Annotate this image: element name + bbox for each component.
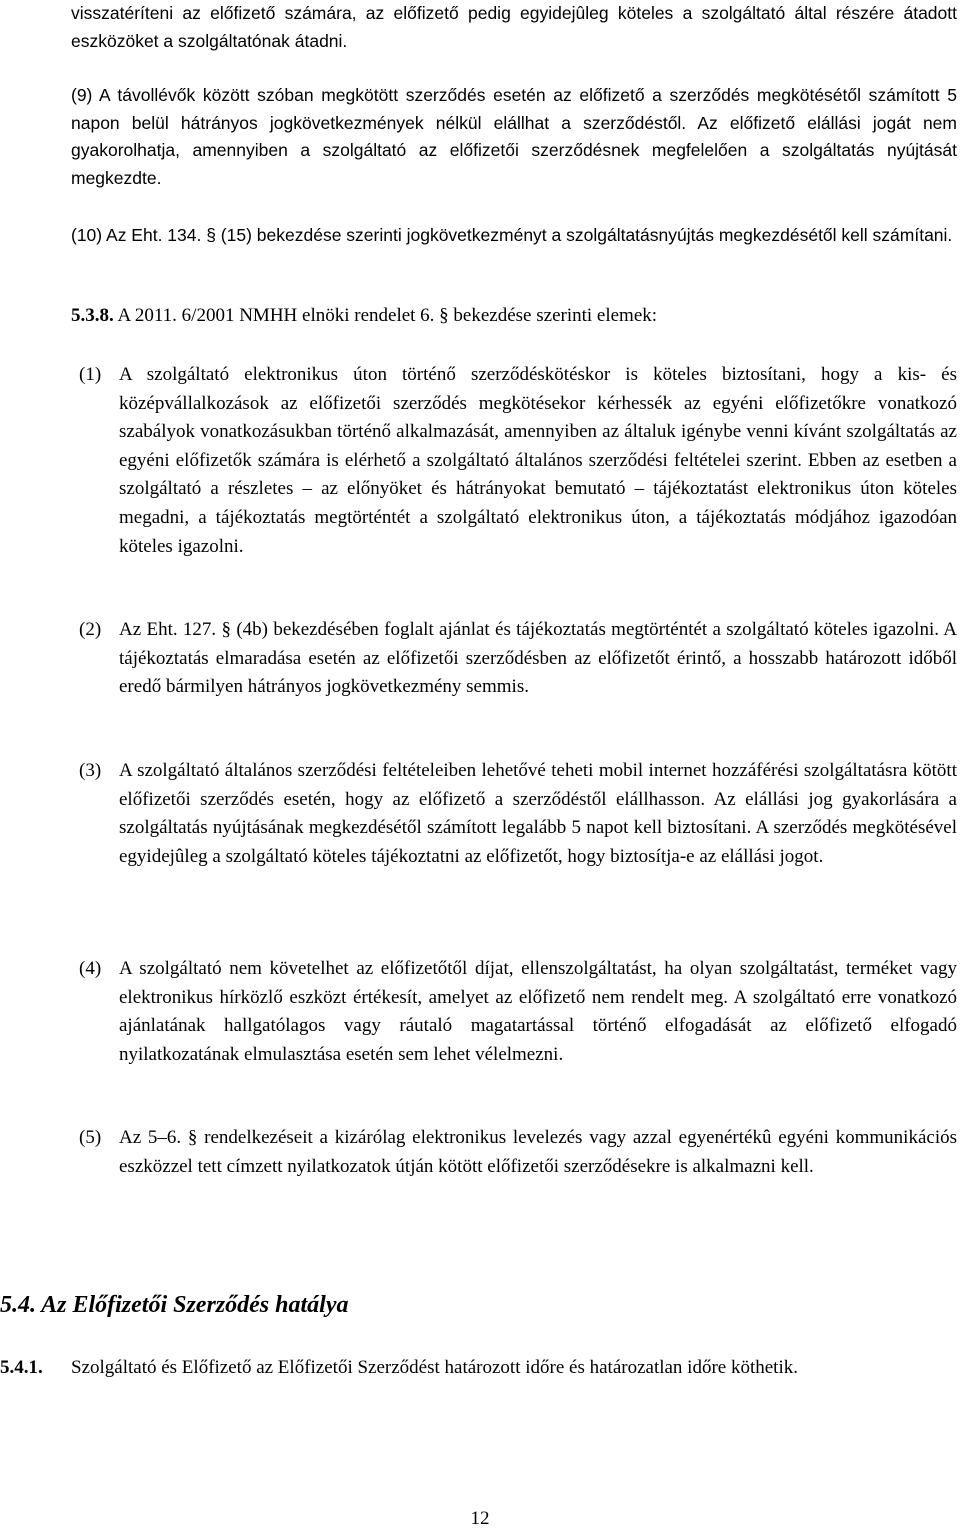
continued-paragraph: visszatéríteni az előfizető számára, az előfizető pedig egyidejûleg köteles a szolgáltató által részére átadott eszközöket a szolgáltatónak átadni.	[71, 3, 957, 51]
heading-5-3-8	[71, 302, 657, 331]
list-item-number: (5)	[79, 1127, 102, 1148]
list-item-2	[71, 616, 957, 702]
list-item-text: Az Eht. 127. § (4b) bekezdésében foglalt ajánlat és tájékoztatás megtörténtét a szolgáltató köteles igazolni. A tájékoztatás elmaradása esetén az előfizetői szerződésben az előfizetőt érintő, a hosszabb határozott időből eredő bármilyen hátrányos jogkövetkezmény semmis.	[119, 619, 957, 698]
paragraph-9: (9) A távollévők között szóban megkötött szerződés esetén az előfizető a szerződés megkötésétől számított 5 napon belül hátrányos jogkövetkezmények nélkül elállhat a szerződéstől. Az előfizető elállási jogát nem gyakorolhatja, amennyiben a szolgáltató az előfizetői szerződésnek megfelelően a szolgáltatás nyújtását megkezdte.	[71, 85, 957, 188]
list-item-text: A szolgáltató nem követelhet az előfizetőtől díjat, ellenszolgáltatást, ha olyan szolgáltatást, terméket vagy elektronikus hírközlő eszközt értékesít, amelyet az előfizető nem rendelt meg. A szolgáltató erre vonatkozó ajánlatának hallgatólagos vagy ráutaló magatartással történő elfogadását az előfizető elfogadó nyilatkozatának elmulasztása esetén sem lehet vélelmezni.	[119, 958, 957, 1065]
heading-number: 5.3.8.	[71, 305, 114, 326]
section-title: 5.4. Az Előfizetői Szerződés hatálya	[0, 1292, 349, 1318]
list-item-5	[71, 1124, 957, 1181]
sub-item-number: 5.4.1.	[0, 1357, 43, 1378]
list-item-number: (4)	[79, 958, 102, 979]
list-item-4	[71, 955, 957, 1069]
list-item-text: A szolgáltató általános szerződési feltételeiben lehetővé teheti mobil internet hozzáférési szolgáltatásra kötött előfizetői szerződés esetén, hogy az előfizető a szerződéstől elállhasson. Az elállási jog gyakorlására a szolgáltatás nyújtásának megkezdésétől számított legalább 5 napot kell biztosítani. A szerződés megkötésével egyidejûleg a szolgáltató köteles tájékoztatni az előfizetőt, hogy biztosítja-e az elállási jogot.	[119, 760, 957, 867]
list-item-number: (1)	[79, 364, 102, 385]
paragraph-10: (10) Az Eht. 134. § (15) bekezdése szerinti jogkövetkezményt a szolgáltatásnyújtás megkezdésétől kell számítani.	[71, 225, 953, 245]
sub-item-5-4-1	[0, 1354, 957, 1383]
list-item-number: (2)	[79, 619, 102, 640]
list-item-number: (3)	[79, 760, 102, 781]
list-item-text: Az 5–6. § rendelkezéseit a kizárólag elektronikus levelezés vagy azzal egyenértékû egyéni kommunikációs eszközzel tett címzett nyilatkozatok útján kötött előfizetői szerződésekre is alkalmazni kell.	[119, 1127, 957, 1177]
page-number: 12	[470, 1508, 490, 1529]
heading-text: A 2011. 6/2001 NMHH elnöki rendelet 6. § bekezdése szerinti elemek:	[113, 305, 658, 326]
list-item-3	[71, 757, 957, 871]
sub-item-text: Szolgáltató és Előfizető az Előfizetői Szerződést határozott időre és határozatlan időre köthetik.	[71, 1357, 798, 1378]
list-item-1	[71, 361, 957, 561]
list-item-text: A szolgáltató elektronikus úton történő szerződéskötéskor is köteles biztosítani, hogy a kis- és középvállalkozások az előfizetői szerződés megkötésekor kérhessék az egyéni előfizetőkre vonatkozó szabályok vonatkozásukban történő alkalmazását, amennyiben az általuk igénybe venni kívánt szolgáltatás az egyéni előfizetők számára is elérhető a szolgáltató általános szerződési feltételei szerint. Ebben az esetben a szolgáltató a részletes – az előnyöket és hátrányokat bemutató – tájékoztatást elektronikus úton köteles megadni, a tájékoztatás megtörténtét a szolgáltató elektronikus úton, a tájékoztatás módjához igazodóan köteles igazolni.	[119, 364, 957, 557]
